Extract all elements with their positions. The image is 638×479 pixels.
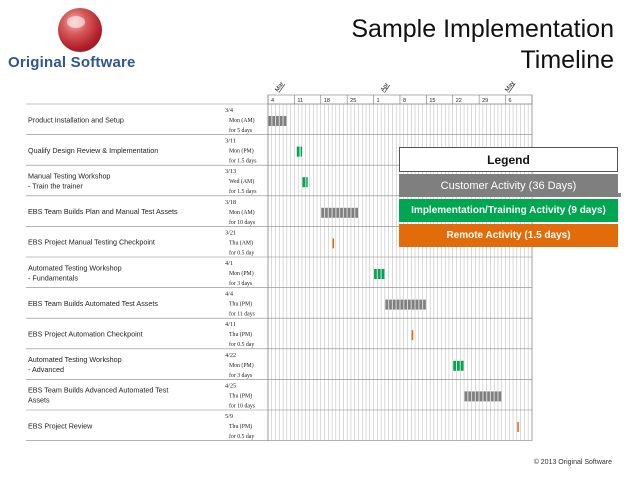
- task-name: EBS Project Manual Testing Checkpoint: [28, 237, 155, 247]
- week-label: 6: [508, 98, 512, 104]
- task-date: 3/11: [225, 137, 236, 145]
- task-bar-segment: [284, 116, 287, 126]
- week-label: 8: [402, 98, 407, 104]
- title-line-2: Timeline: [520, 46, 614, 74]
- task-duration: for 1.5 days: [229, 158, 257, 165]
- legend-title: Legend: [399, 147, 618, 172]
- week-label: 25: [350, 98, 357, 104]
- task-bar-segment: [419, 300, 422, 310]
- task-bar-segment: [297, 147, 300, 157]
- task-bar-segment: [491, 391, 494, 401]
- task-bar-segment: [404, 300, 407, 310]
- task-date: 3/18: [225, 198, 237, 206]
- task-name: Product Installation and Setup: [28, 115, 124, 125]
- task-bar-segment: [461, 361, 464, 371]
- task-time: Thu (PM): [229, 301, 253, 308]
- task-name: Manual Testing Workshop: [28, 171, 111, 181]
- task-time: Mon (PM): [229, 148, 254, 155]
- task-date: 4/22: [225, 351, 237, 359]
- task-bar-segment: [280, 116, 283, 126]
- task-bar-segment: [389, 300, 392, 310]
- task-name: Automated Testing Workshop: [28, 263, 122, 273]
- copyright-footer: © 2013 Original Software: [533, 459, 612, 466]
- legend: [399, 147, 618, 249]
- task-bar-segment: [457, 361, 460, 371]
- month-label: May: [504, 80, 516, 94]
- task-bar-segment: [385, 300, 388, 310]
- task-bar-segment: [412, 300, 415, 310]
- task-duration: for 1.5 days: [229, 189, 257, 196]
- task-bar-segment: [400, 300, 403, 310]
- logo-text: Original Software: [8, 54, 136, 71]
- task-time: Thu (PM): [229, 332, 253, 339]
- task-name: EBS Project Automation Checkpoint: [28, 329, 143, 339]
- task-bar-segment: [465, 391, 468, 401]
- task-duration: for 0.5 day: [229, 342, 255, 349]
- task-bar-segment: [495, 391, 498, 401]
- task-duration: for 5 days: [229, 128, 253, 134]
- task-date: 3/21: [225, 229, 237, 237]
- task-name: Automated Testing Workshop: [28, 355, 122, 365]
- task-name: EBS Team Builds Automated Test Assets: [28, 298, 158, 308]
- task-bar-segment: [397, 300, 400, 310]
- month-label: Apr: [380, 82, 391, 94]
- task-bar-segment: [340, 208, 343, 218]
- task-bar-segment: [325, 208, 328, 218]
- task-duration: for 10 days: [229, 219, 256, 226]
- week-label: 29: [482, 98, 489, 104]
- task-name: EBS Team Builds Plan and Manual Test Assets: [28, 207, 178, 217]
- task-bar-segment: [355, 208, 358, 218]
- task-bar-segment: [393, 300, 396, 310]
- task-date: 4/1: [225, 260, 234, 267]
- task-bar-segment: [374, 269, 377, 279]
- task-bar-segment: [321, 208, 324, 218]
- task-bar-segment: [408, 300, 411, 310]
- task-bar-segment: [412, 330, 414, 340]
- task-bar-segment: [333, 238, 335, 248]
- task-bar-segment: [483, 391, 486, 401]
- task-bar-segment: [344, 208, 347, 218]
- week-label: 15: [429, 98, 436, 104]
- task-date: 4/11: [225, 321, 236, 329]
- task-time: Thu (PM): [229, 424, 253, 430]
- task-name: - Fundamentals: [28, 273, 78, 283]
- title-line-1: Sample Implementation: [351, 15, 614, 43]
- task-bar-segment: [301, 147, 303, 157]
- task-bar-segment: [517, 422, 519, 432]
- task-bar-segment: [468, 391, 471, 401]
- task-time: Mon (AM): [229, 118, 255, 124]
- task-bar-segment: [498, 391, 501, 401]
- task-date: 5/9: [225, 413, 234, 420]
- task-bar-segment: [333, 208, 336, 218]
- task-name: EBS Team Builds Advanced Automated Test: [28, 385, 169, 395]
- task-date: 4/4: [225, 290, 234, 298]
- week-label: 4: [271, 98, 275, 104]
- task-bar-segment: [472, 391, 475, 401]
- task-duration: for 11 days: [229, 311, 255, 318]
- task-name: EBS Project Review: [28, 421, 93, 431]
- task-bar-segment: [302, 177, 305, 187]
- task-bar-segment: [269, 116, 272, 126]
- week-label: 22: [455, 98, 462, 104]
- task-bar-segment: [416, 300, 419, 310]
- task-bar-segment: [382, 269, 385, 279]
- task-bar-segment: [329, 208, 332, 218]
- month-label: Mar: [274, 81, 286, 94]
- week-label: 1: [376, 98, 380, 104]
- task-date: 3/4: [225, 107, 234, 114]
- task-name: Assets: [28, 395, 50, 405]
- task-time: Thu (AM): [229, 240, 253, 247]
- task-time: Wed (AM): [229, 179, 255, 186]
- task-duration: for 10 days: [229, 403, 256, 410]
- task-bar-segment: [476, 391, 479, 401]
- task-bar-segment: [306, 177, 308, 187]
- legend-implementation-activity: Implementation/Training Activity (9 days): [399, 199, 618, 222]
- task-duration: for 0.5 day: [229, 434, 255, 440]
- task-bar-segment: [378, 269, 381, 279]
- task-bar-segment: [348, 208, 351, 218]
- task-time: Mon (PM): [229, 271, 254, 277]
- task-time: Mon (AM): [229, 209, 255, 216]
- task-time: Thu (PM): [229, 393, 253, 400]
- task-date: 4/25: [225, 382, 237, 390]
- task-bar-segment: [272, 116, 275, 126]
- task-duration: for 3 days: [229, 281, 253, 287]
- task-bar-segment: [336, 208, 339, 218]
- legend-remote-activity: Remote Activity (1.5 days): [399, 224, 618, 247]
- task-name: - Advanced: [28, 365, 64, 375]
- task-name: - Train the trainer: [28, 181, 83, 191]
- task-date: 3/13: [225, 168, 237, 176]
- task-bar-segment: [423, 300, 426, 310]
- task-bar-segment: [351, 208, 354, 218]
- task-bar-segment: [453, 361, 456, 371]
- task-bar-segment: [480, 391, 483, 401]
- task-duration: for 3 days: [229, 372, 253, 379]
- legend-customer-activity: Customer Activity (36 Days): [399, 174, 618, 197]
- task-bar-segment: [276, 116, 279, 126]
- task-time: Mon (PM): [229, 362, 254, 369]
- task-bar-segment: [487, 391, 490, 401]
- week-label: 18: [323, 98, 330, 104]
- task-duration: for 0.5 day: [229, 250, 255, 257]
- task-name: Qualify Design Review & Implementation: [28, 145, 159, 155]
- week-label: 11: [297, 98, 304, 104]
